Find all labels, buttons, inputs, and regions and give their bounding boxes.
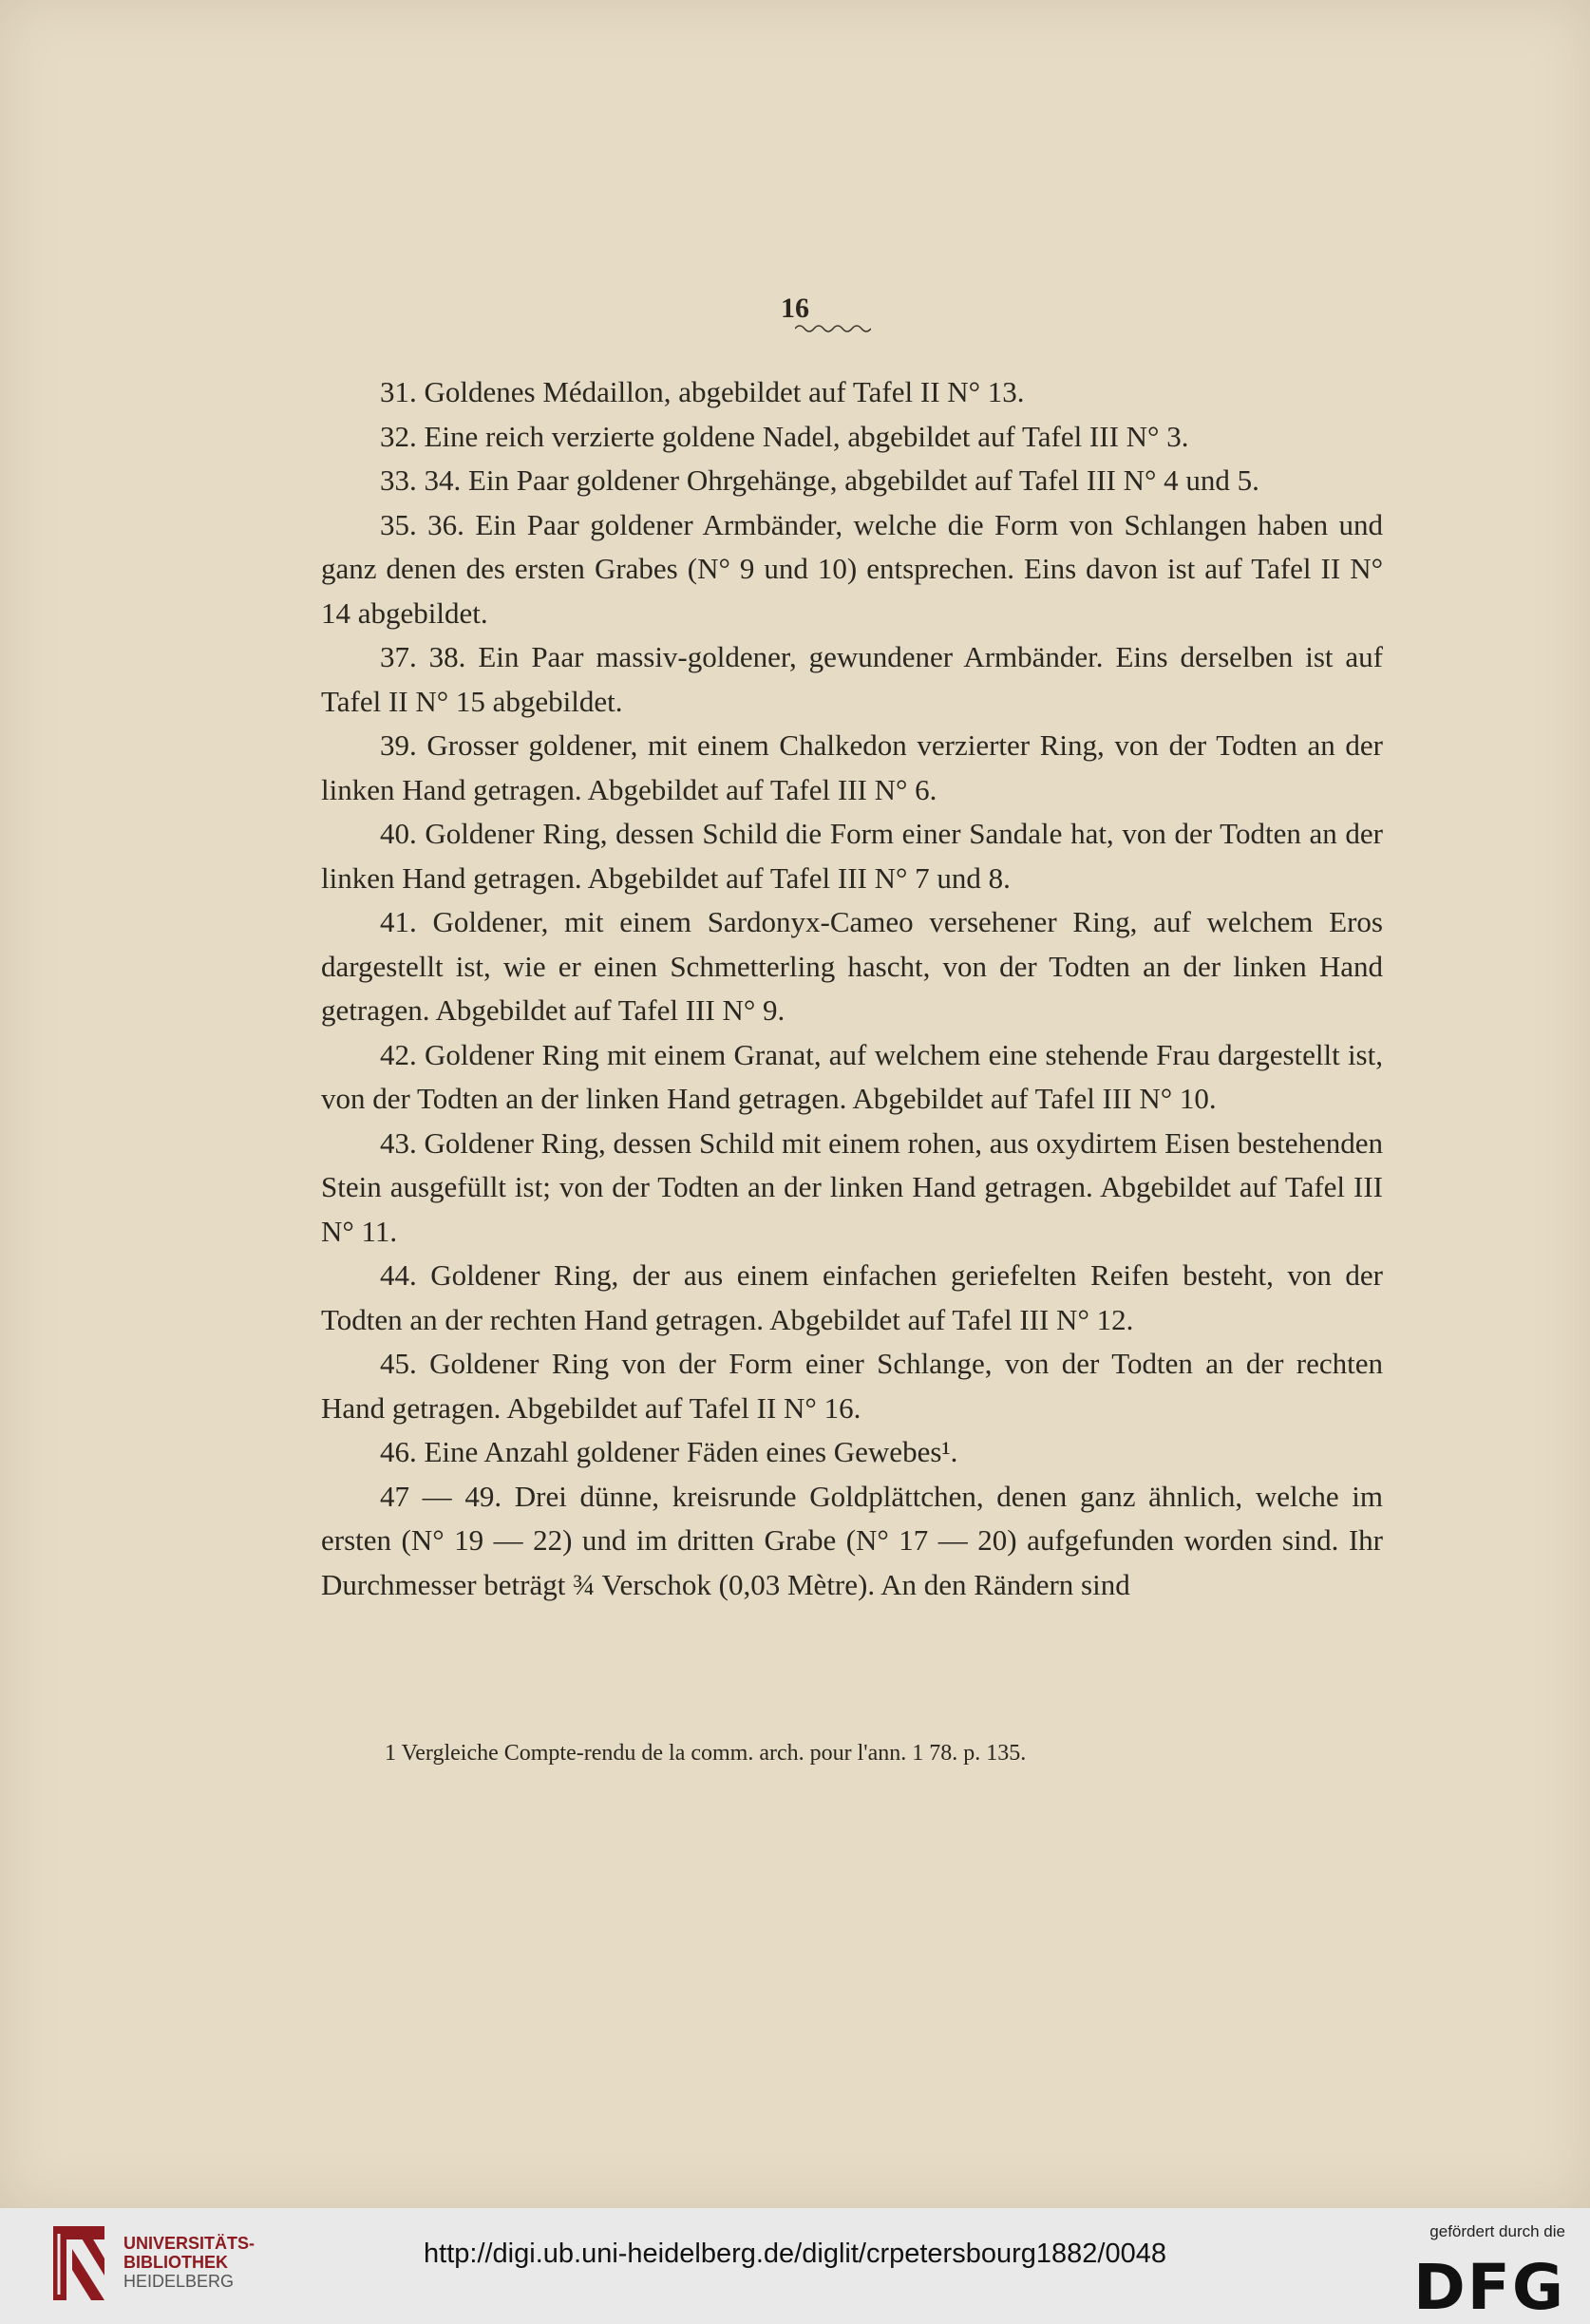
catalog-entry-37-38: 37. 38. Ein Paar massiv-goldener, gewundener Armbänder. Eins derselben ist auf Tafel II N° 15 abgebildet. <box>321 640 1383 718</box>
permalink-url[interactable]: http://digi.ub.uni-heidelberg.de/diglit/crpetersbourg1882/0048 <box>424 2239 1166 2269</box>
catalog-entry-43: 43. Goldener Ring, dessen Schild mit einem rohen, aus oxydirtem Eisen bestehenden Stein ausgefüllt ist; von der Todten an der linken Hand getragen. Abgebildet auf Tafel III N° 11. <box>321 1125 1383 1248</box>
library-name-line1: UNIVERSITÄTS- <box>123 2234 256 2253</box>
catalog-entry-42: 42. Goldener Ring mit einem Granat, auf welchem eine stehende Frau dargestellt ist, von der Todten an der linken Hand getragen. Abgebildet auf Tafel III N° 10. <box>321 1037 1383 1115</box>
dfg-logo: DFG <box>1412 2251 1565 2324</box>
body-text <box>321 370 1383 1607</box>
catalog-entry-31: 31. Goldenes Médaillon, abgebildet auf Tafel II N° 13. <box>380 375 1025 408</box>
catalog-entry-46: 46. Eine Anzahl goldener Fäden eines Gewebes¹. <box>380 1435 958 1468</box>
catalog-entry-45: 45. Goldener Ring von der Form einer Schlange, von der Todten an der rechten Hand getragen. Abgebildet auf Tafel II N° 16. <box>321 1347 1383 1425</box>
catalog-entry-44: 44. Goldener Ring, der aus einem einfachen geriefelten Reifen besteht, von der Todten an der rechten Hand getragen. Abgebildet auf Tafel III N° 12. <box>321 1258 1383 1336</box>
catalog-entry-35-36: 35. 36. Ein Paar goldener Armbänder, welche die Form von Schlangen haben und ganz denen des ersten Grabes (N° 9 und 10) entsprechen. Eins davon ist auf Tafel II N° 14 abgebildet. <box>321 507 1383 630</box>
catalog-entry-41: 41. Goldener, mit einem Sardonyx-Cameo versehener Ring, auf welchem Eros dargestellt ist, wie er einen Schmetterling hascht, von der Todten an der linken Hand getragen. Abgebildet auf Tafel III N° 9. <box>321 905 1383 1027</box>
catalog-entry-47-49: 47 — 49. Drei dünne, kreisrunde Goldplättchen, denen ganz ähnlich, welche im ersten (N° 19 — 22) und im dritten Grabe (N° 17 — 20) aufgefunden worden sind. Ihr Durchmesser beträgt ¾ Verschok (0,03 Mètre). An den Rändern sind <box>321 1479 1383 1601</box>
funder-caption: gefördert durch die <box>1429 2222 1565 2240</box>
catalog-entry-39: 39. Grosser goldener, mit einem Chalkedon verzierter Ring, von der Todten an der linken Hand getragen. Abgebildet auf Tafel III N° 6. <box>321 728 1383 806</box>
catalog-entry-40: 40. Goldener Ring, dessen Schild die Form einer Sandale hat, von der Todten an der linken Hand getragen. Abgebildet auf Tafel III N° 7 und 8. <box>321 817 1383 895</box>
catalog-entry-32: 32. Eine reich verzierte goldene Nadel, abgebildet auf Tafel III N° 3. <box>380 419 1189 453</box>
page-number-ornament <box>795 323 871 334</box>
page-number: 16 <box>781 293 809 324</box>
library-name-line3: HEIDELBERG <box>123 2272 235 2291</box>
library-name-line2: BIBLIOTHEK <box>123 2253 228 2272</box>
footnote: 1 Vergleiche Compte-rendu de la comm. arch. pour l'ann. 1 78. p. 135. <box>385 1741 1027 1766</box>
catalog-entry-33-34: 33. 34. Ein Paar goldener Ohrgehänge, abgebildet auf Tafel III N° 4 und 5. <box>380 463 1259 497</box>
